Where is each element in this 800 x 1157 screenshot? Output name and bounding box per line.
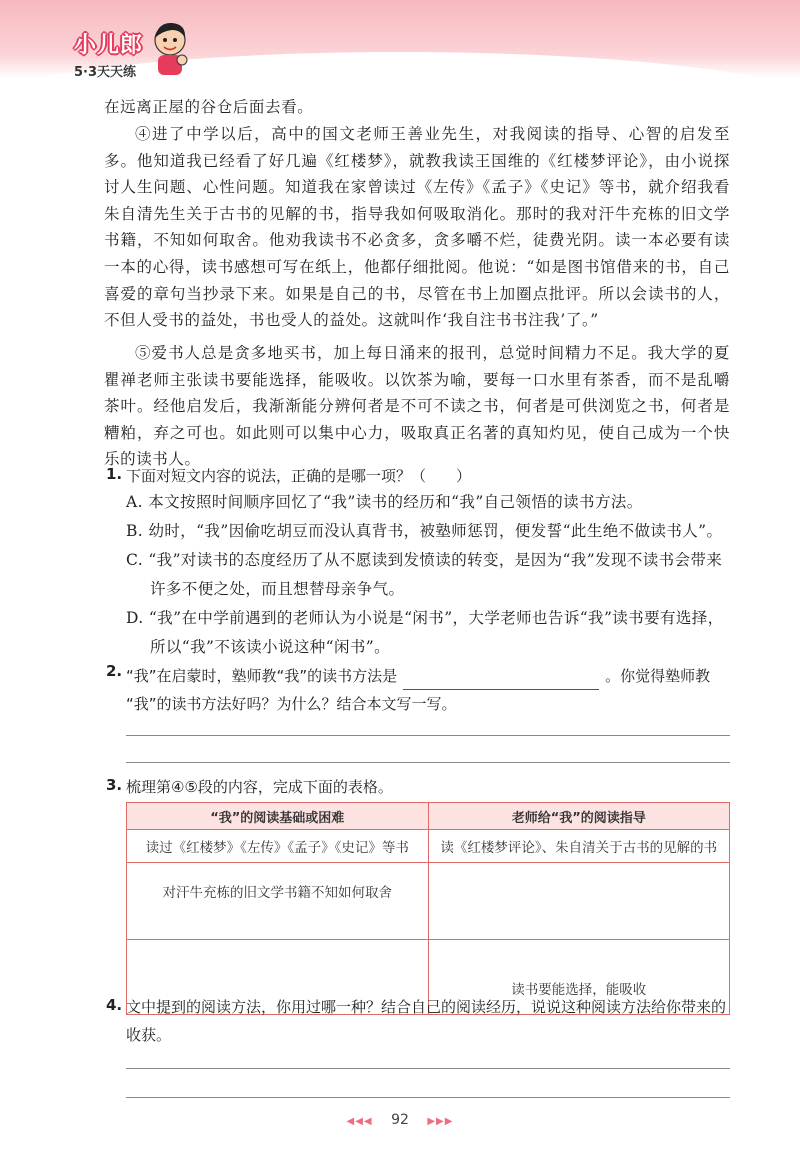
table-answer-cell[interactable] <box>428 863 730 940</box>
table-row <box>127 830 730 863</box>
q4-answer-line-2[interactable] <box>126 1097 730 1098</box>
q2-answer-line-2[interactable] <box>126 762 730 763</box>
page-header <box>0 0 800 78</box>
table-cell: 读过《红楼梦》《左传》《孟子》《史记》等书 <box>127 830 429 863</box>
next-arrows-icon: ▶▶▶ <box>427 1116 454 1127</box>
q4-stem: 文中提到的阅读方法，你用过哪一种？结合自己的阅读经历，说说这种阅读方法给你带来的收获。 <box>126 998 727 1044</box>
q1-option-d[interactable]: D. “我”在中学前遇到的老师认为小说是“闲书”，大学老师也告诉“我”读书要有选择，所以“我”不该读小说这种“闲书”。 <box>126 609 724 656</box>
mascot-boy-icon <box>148 18 192 78</box>
passage-paragraph-5: ⑤爱书人总是贪多地买书，加上每日涌来的报刊，总觉时间精力不足。我大学的夏瞿禅老师主张读书要能选择，能吸收。以饮茶为喻，要每一口水里有茶香，而不是乱嚼茶叶。经他启发后，我渐渐能分辨何者是不可不读之书，何者是可供浏览之书，何者是糟粕，弃之可也。如此则可以集中心力，吸取真正名著的真知灼见，使自己成为一个快乐的读书人。 <box>104 344 730 469</box>
q2-number: 2. <box>106 662 123 680</box>
logo <box>74 28 143 80</box>
table-cell: 对汗牛充栋的旧文学书籍不知如何取舍 <box>127 863 429 940</box>
q1-stem: 下面对短文内容的说法，正确的是哪一项？（ ） <box>126 467 472 485</box>
prev-arrows-icon: ◀◀◀ <box>346 1116 373 1127</box>
q1-option-c[interactable]: C. “我”对读书的态度经历了从不愿读到发愤读的转变，是因为“我”发现不读书会带来许多不便之处，而且想替母亲争气。 <box>126 551 723 598</box>
q2-stem-part-b: 。你觉得塾师教 <box>605 667 711 685</box>
table-row <box>127 863 730 940</box>
passage-paragraph-4: ④进了中学以后，高中的国文老师王善业先生，对我阅读的指导、心智的启发至多。他知道我已经看了好几遍《红楼梦》，就教我读王国维的《红楼梦评论》，由小说探讨人生问题、心性问题。知道我在家曾读过《左传》《孟子》《史记》等书，就介绍我看朱自清先生关于古书的见解的书，指导我如何吸取消化。那时的我对汗牛充栋的旧文学书籍，不知如何取舍。他劝我读书不必贪多，贪多嚼不烂，徒费光阴。读一本必要有读一本的心得，读书感想可写在纸上，他都仔细批阅。他说：“如是图书馆借来的书，自己喜爱的章句当抄录下来。如果是自己的书，尽管在书上加圈点批评。所以会读书的人，不但人受书的益处，书也受人的益处。这就叫作‘我自注书书注我’了。” <box>104 125 730 330</box>
q2-answer-line-1[interactable] <box>126 735 730 736</box>
q4-answer-line-1[interactable] <box>126 1068 730 1069</box>
q2-answer-blank[interactable] <box>403 671 599 690</box>
q3-number: 3. <box>106 776 123 794</box>
page-number: 92 <box>391 1112 409 1128</box>
reading-guidance-table <box>126 802 730 1015</box>
table-header-basis: “我”的阅读基础或困难 <box>127 803 429 830</box>
table-header-row <box>127 803 730 830</box>
logo-series: 5·3天天练 <box>74 65 137 80</box>
q3-stem: 梳理第④⑤段的内容，完成下面的表格。 <box>126 778 393 796</box>
q2-stem <box>126 662 730 718</box>
passage-line: 在远离正屋的谷仓后面去看。 <box>104 98 314 116</box>
q4-number: 4. <box>106 996 123 1014</box>
q2-stem-part-c: “我”的读书方法好吗？为什么？结合本文写一写。 <box>126 695 457 713</box>
q2-stem-part-a: “我”在启蒙时，塾师教“我”的读书方法是 <box>126 667 398 685</box>
q1-number: 1. <box>106 465 123 483</box>
q1-option-a[interactable]: A. 本文按照时间顺序回忆了“我”读书的经历和“我”自己领悟的读书方法。 <box>126 493 643 511</box>
q1-options <box>126 488 730 662</box>
q1-option-b[interactable]: B. 幼时，“我”因偷吃胡豆而没认真背书，被塾师惩罚，便发誓“此生绝不做读书人”。 <box>126 522 723 540</box>
page-footer <box>0 1112 800 1128</box>
table-header-guidance: 老师给“我”的阅读指导 <box>428 803 730 830</box>
table-cell: 读书要能选择，能吸收 <box>428 940 730 1015</box>
table-cell: 读《红楼梦评论》、朱自清关于古书的见解的书 <box>428 830 730 863</box>
logo-title: 小儿郎 <box>74 33 144 58</box>
